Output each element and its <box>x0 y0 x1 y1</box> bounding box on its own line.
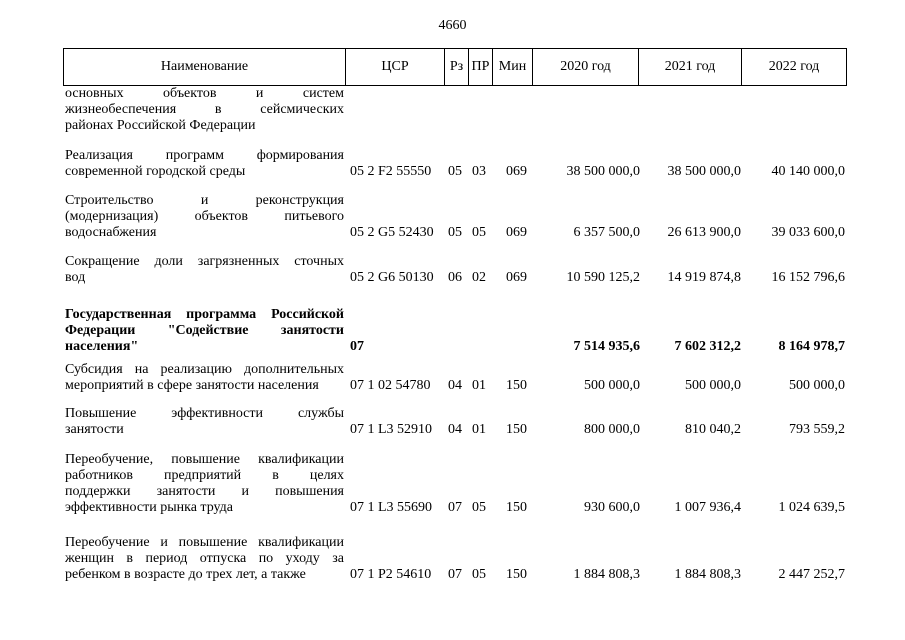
row-name-line: Федерации "Содействие занятости <box>65 323 344 338</box>
row-name <box>65 148 344 180</box>
cell-y2020: 500 000,0 <box>584 378 640 393</box>
header-2022: 2022 год <box>768 59 820 74</box>
row-name-line: занятости <box>65 422 124 437</box>
row-name-line: Переобучение и повышение квалификации <box>65 535 344 550</box>
row-name <box>65 535 344 583</box>
row-name-line: женщин в период отпуска по уходу за <box>65 551 344 566</box>
row-name-line: Субсидия на реализацию дополнительных <box>65 362 344 377</box>
cell-pr: 05 <box>472 500 486 515</box>
cell-rz: 05 <box>448 225 462 240</box>
header-name: Наименование <box>64 49 346 85</box>
cell-y2022: 39 033 600,0 <box>771 225 845 240</box>
header-csr: ЦСР <box>346 49 445 85</box>
cell-y2022: 793 559,2 <box>789 422 845 437</box>
cell-y2022: 1 024 639,5 <box>778 500 845 515</box>
cell-pr: 01 <box>472 422 486 437</box>
cell-min: 150 <box>506 378 527 393</box>
cell-min: 069 <box>506 164 527 179</box>
row-name <box>65 86 344 134</box>
row-name-line: Переобучение, повышение квалификации <box>65 452 344 467</box>
row-name-line: вод <box>65 270 86 285</box>
cell-csr: 05 2 F2 55550 <box>350 164 432 179</box>
cell-y2022: 40 140 000,0 <box>771 164 845 179</box>
cell-csr: 07 1 02 54780 <box>350 378 431 393</box>
cell-y2022: 8 164 978,7 <box>778 339 845 354</box>
row-name-line: работников предприятий в целях <box>65 468 344 483</box>
row-name-line: районах Российской Федерации <box>65 118 256 133</box>
cell-min: 150 <box>506 422 527 437</box>
row-name-line: основных объектов и систем <box>65 86 344 101</box>
row-name-line: эффективности рынка труда <box>65 500 233 515</box>
cell-pr: 02 <box>472 270 486 285</box>
row-name-line: Строительство и реконструкция <box>65 193 344 208</box>
cell-csr: 07 <box>350 339 364 354</box>
row-name-line: (модернизация) объектов питьевого <box>65 209 344 224</box>
cell-y2020: 38 500 000,0 <box>566 164 640 179</box>
cell-rz: 06 <box>448 270 462 285</box>
cell-csr: 07 1 L3 55690 <box>350 500 433 515</box>
cell-y2021: 38 500 000,0 <box>667 164 741 179</box>
cell-pr: 01 <box>472 378 486 393</box>
header-rz: Рз <box>445 49 469 85</box>
cell-pr: 03 <box>472 164 486 179</box>
table-header <box>63 48 847 86</box>
cell-y2020: 1 884 808,3 <box>573 567 640 582</box>
cell-y2021: 26 613 900,0 <box>667 225 741 240</box>
row-name-line: современной городской среды <box>65 164 246 179</box>
cell-rz: 07 <box>448 500 462 515</box>
row-name <box>65 254 344 286</box>
cell-y2021: 500 000,0 <box>685 378 741 393</box>
row-name <box>65 362 344 394</box>
cell-y2021: 1 007 936,4 <box>674 500 741 515</box>
header-2021: 2021 год <box>639 49 742 85</box>
row-name-line: мероприятий в сфере занятости населения <box>65 378 319 393</box>
page-number: 4660 <box>438 18 467 33</box>
row-name-line: ребенком в возрасте до трех лет, а также <box>65 567 306 582</box>
row-name-line: Реализация программ формирования <box>65 148 344 163</box>
header-pr: ПР <box>469 49 493 85</box>
row-name <box>65 406 344 438</box>
cell-csr: 05 2 G6 50130 <box>350 270 434 285</box>
cell-y2021: 7 602 312,2 <box>674 339 741 354</box>
cell-y2020: 7 514 935,6 <box>573 339 640 354</box>
cell-min: 069 <box>506 270 527 285</box>
cell-y2021: 14 919 874,8 <box>667 270 741 285</box>
cell-pr: 05 <box>472 225 486 240</box>
row-name <box>65 452 344 516</box>
cell-csr: 07 1 P2 54610 <box>350 567 432 582</box>
cell-rz: 07 <box>448 567 462 582</box>
cell-min: 150 <box>506 500 527 515</box>
cell-y2021: 810 040,2 <box>685 422 741 437</box>
cell-y2020: 6 357 500,0 <box>573 225 640 240</box>
cell-y2020: 930 600,0 <box>584 500 640 515</box>
row-name <box>65 193 344 241</box>
cell-min: 150 <box>506 567 527 582</box>
cell-y2022: 2 447 252,7 <box>778 567 845 582</box>
cell-csr: 07 1 L3 52910 <box>350 422 433 437</box>
cell-y2022: 500 000,0 <box>789 378 845 393</box>
cell-pr: 05 <box>472 567 486 582</box>
row-name <box>65 307 344 355</box>
cell-y2021: 1 884 808,3 <box>674 567 741 582</box>
cell-min: 069 <box>506 225 527 240</box>
header-2020: 2020 год <box>533 49 639 85</box>
cell-csr: 05 2 G5 52430 <box>350 225 434 240</box>
cell-y2022: 16 152 796,6 <box>771 270 845 285</box>
row-name-line: Государственная программа Российской <box>65 307 344 322</box>
cell-rz: 05 <box>448 164 462 179</box>
cell-y2020: 800 000,0 <box>584 422 640 437</box>
row-name-line: населения" <box>65 339 139 354</box>
row-name-line: Сокращение доли загрязненных сточных <box>65 254 344 269</box>
row-name-line: жизнеобеспечения в сейсмических <box>65 102 344 117</box>
row-name-line: Повышение эффективности службы <box>65 406 344 421</box>
cell-rz: 04 <box>448 378 462 393</box>
cell-rz: 04 <box>448 422 462 437</box>
row-name-line: водоснабжения <box>65 225 157 240</box>
cell-y2020: 10 590 125,2 <box>566 270 640 285</box>
row-name-line: поддержки занятости и повышения <box>65 484 344 499</box>
header-min: Мин <box>493 49 533 85</box>
